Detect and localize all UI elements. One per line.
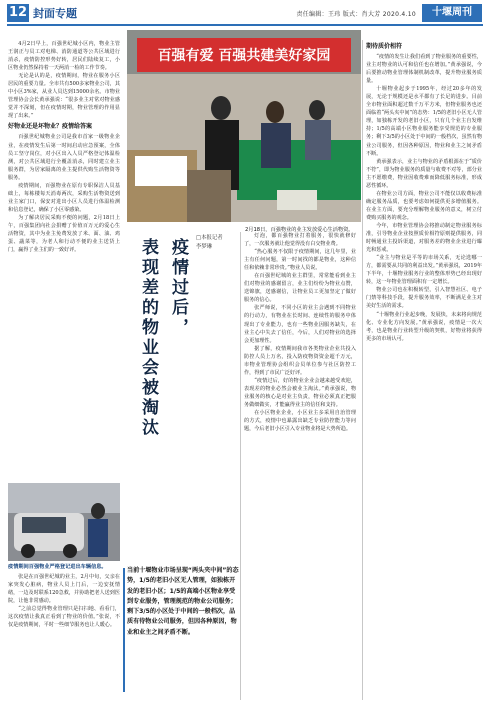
column-3 bbox=[366, 40, 482, 700]
paragraph: 在小区物业企业，小区业主多采用自治管理的方式，疫情中也暴露出缺乏专业防控能力等问题，今后老旧小区引入专业物业将是大势所趋。 bbox=[244, 410, 356, 433]
subheading: 好物业还是坏物业？疫情给答案 bbox=[8, 123, 93, 131]
paragraph: 在百强世纪城的业主群里，常常能看到业主们对物业的感谢留言，业主们纷纷为物业点赞，送锦旗，送感谢信，让物业员工更加坚定了做好服务的信心。 bbox=[244, 273, 356, 304]
title-line-1: 疫情过后， bbox=[168, 238, 188, 338]
photo-car bbox=[8, 483, 120, 561]
byline bbox=[196, 234, 236, 252]
banner-text: 百强有爱 百强共建美好家园 bbox=[157, 48, 331, 64]
paragraph: 灯泡，都百强物业打着服务，很快就修好了，一次服务就让他觉得没有白交物业费。 bbox=[244, 233, 356, 248]
brand-badge: 十堰周刊 bbox=[422, 4, 482, 22]
paragraph: 张是在百强世纪城的业主，2月中旬，父亲在家突发心脏病，物业人员上门后，一边安抚情绪，一边及时联系120急救，并协助把老人送到医院，让他非常感动。 bbox=[8, 574, 120, 605]
paragraph: 黄承强表示，业主与物业的矛盾根源在于“质价不符”，即为物业服务的质量与收费不对等，部分业主不愿缴费，物业因收费难而降低服务标准，形成恶性循环。 bbox=[366, 158, 482, 189]
byline-author: 李梦琳 bbox=[196, 244, 213, 250]
paragraph: 4月2日早上，百强世纪城小区内，物业主管王润正与员工对电梯、消防通道等公共区域进行消杀，疫情防控形势好转，居民们陆续复工，小区物业仍然保持着一天两消一检的工作节奏。 bbox=[8, 41, 120, 72]
title-line-2: 表现差的物业会被淘汰 bbox=[138, 238, 158, 438]
paragraph: 无论是认的是，疫情期间，物业在服务小区居民的重要力量。全市共有500多家物业公司，其中小区3%家，从业人员达到15000余名。市物业管理协会会长黄承强说：“很多业主对常对物业感觉并不深刻，但在疫情时期，物业管理的作用显现了出来。” bbox=[8, 73, 120, 120]
column-divider bbox=[240, 232, 241, 700]
photo-car-caption: 疫情期间百强物业严格登记进出车辆信息。 bbox=[8, 564, 107, 570]
photo-top-caption: 2月18日，百强物业的业主发放爱心生活物资。 bbox=[245, 227, 354, 233]
editor-meta: 责任编辑：王玮 版式：肖大芳 2020.4.10 bbox=[296, 11, 416, 18]
paragraph: 今年，市物业管理协会将推动制定物业服务标准，引导物业企业按照质价相符原则提供服务，同时畅通业主投诉渠道，对服务差的物业企业进行曝光和惩戒。 bbox=[366, 222, 482, 254]
paragraph: 据了解，疫情期间我市各类物业企业共投入防控人员上万名，投入防疫物资资金超千万元，市物业管理协会组织会员单位参与社区防控工作，得到了市民广泛好评。 bbox=[244, 345, 356, 376]
column-1 bbox=[8, 40, 120, 480]
paragraph: “疫情过后，好的物业企业会越来越受欢迎，表现差的物业必然会被业主淘汰。”黄承强说，物业服务的核心是对业主负责，物业必须真正把服务做细做实，才能赢得业主的信任和支持。 bbox=[244, 377, 356, 408]
byline-tag: □本报记者 bbox=[196, 235, 223, 241]
paragraph: 疫情期间，百强物业在原有专职保洁人员基础上，每栋楼每天消毒两次，采购生活物资送到业主家门口，保安对进出小区人员进行体温检测和信息登记，确保了小区零感染。 bbox=[8, 182, 120, 213]
paragraph: 为了解决居民采购不便的问题，2月18日上午，百强集团向社会捐赠了价值百万元的爱心生活物资，其中为业主免费发放了米、面、油、鸡蛋、蔬菜等，为老人和行动不便的业主送货上门，赢得了业主们的一致好评。 bbox=[8, 214, 120, 254]
paragraph: 张严师说，不同小区的业主会遇到不同物业的行动力，有物业在长时间、连续性的服务中体现出了专业能力，也有一些物业因服务缺失，在业主心中失去了信任，今后，人们对物业的选择会更加理性。 bbox=[244, 305, 356, 344]
article-title bbox=[130, 238, 194, 488]
column-2 bbox=[244, 232, 356, 700]
paragraph: 物业公司也在积极转型，引入智慧社区、电子门禁等科技手段，提升服务效率，不断满足业主对美好生活的需求。 bbox=[366, 287, 482, 310]
paragraph: 百强世纪城物业公司是我市首家一级物业企业，在疫情发生后第一时间启动应急预案，全体员工坚守岗位，对小区出入人员严格登记体温检测，对公共区域进行全覆盖消杀，同时建立业主服务群，为居家隔离的业主提供代购生活物资等服务。 bbox=[8, 134, 120, 181]
subheading: 期待质价相符 bbox=[366, 43, 403, 50]
section-title: 封面专题 bbox=[33, 7, 77, 20]
paragraph: “疫情的发生让我们看到了物业服务的重要性，业主对物业的认可和信任也在增加。”黄承强说，今后要推动物业管理体制机制改革，提升物业服务质量。 bbox=[366, 54, 482, 85]
column-1-continued bbox=[8, 573, 120, 701]
paragraph: “热心服务不仅限于疫情期间，这几年里，业主有任何问题，第一时间找的都是物业，这种信任和依赖非常珍贵。”物业人员说。 bbox=[244, 249, 356, 272]
photo-car-scene bbox=[8, 483, 120, 561]
column-divider bbox=[362, 40, 363, 700]
paragraph: 在物业公司方面，物业公司不能仅以收费标准确定服务品质，也要考虑如何提供更多增值服务。在业主方面，要充分理解物业服务的意义，树立付费购买服务的观念。 bbox=[366, 190, 482, 221]
summary-box: 当前十堰物业市场呈现“两头夹中间”的态势，1/5的老旧小区无人管理，如独栋开发的老旧小区；1/5的高端小区物业享受到专业服务，管理规范的物业公司服务；剩下3/5的小区处于中间的一般档次，品质有待物业公司服务，但因各种原因，物业和业主之间矛盾不断。 bbox=[127, 566, 240, 701]
page-number: 12 bbox=[8, 5, 28, 20]
paragraph: “之前总觉得物业管理只是扫扫地、看看门，这次疫情让我真正看到了物业的价值。”张说，不仅是疫情期间，平时一些细节服务也让人暖心。 bbox=[8, 606, 120, 629]
header-rule bbox=[7, 24, 483, 26]
photo-top bbox=[127, 30, 361, 222]
page-header bbox=[0, 0, 490, 26]
paragraph: “十堰物业行业起步晚，发展快，未来将向规范化、专业化方向发展。”黄承强说，疫情是一次大考，也是物业行业转型升级的契机，好物业将获得更多的市场认可。 bbox=[366, 311, 482, 342]
paragraph: “业主与物业是平等的市场关系，无论选哪一方，都需要从共同的利益出发。”黄承强说，2019年下半年，十堰物业服务行业的整体形势已经出现好转，这一年物业管理面积有一定增长。 bbox=[366, 255, 482, 286]
paragraph: 十堰物业起步于1995年，经过20多年的发展，无论于规模还是水平都有了长足的进步。目前全市物业面积超过数千万平方米，但物业服务也还面临着“两头夹中间”的态势：1/5的老旧小区无人管理，如独栋开发的老旧小区，只有几个业主自发维持；1/5的高端小区物业服务能享受规范的专业服务；剩下3/5的小区处于中间的一般档次，虽然有物业公司服务，但因各种原因，物业和业主之间矛盾不断。 bbox=[366, 86, 482, 157]
photo-distribution-scene bbox=[127, 30, 361, 222]
